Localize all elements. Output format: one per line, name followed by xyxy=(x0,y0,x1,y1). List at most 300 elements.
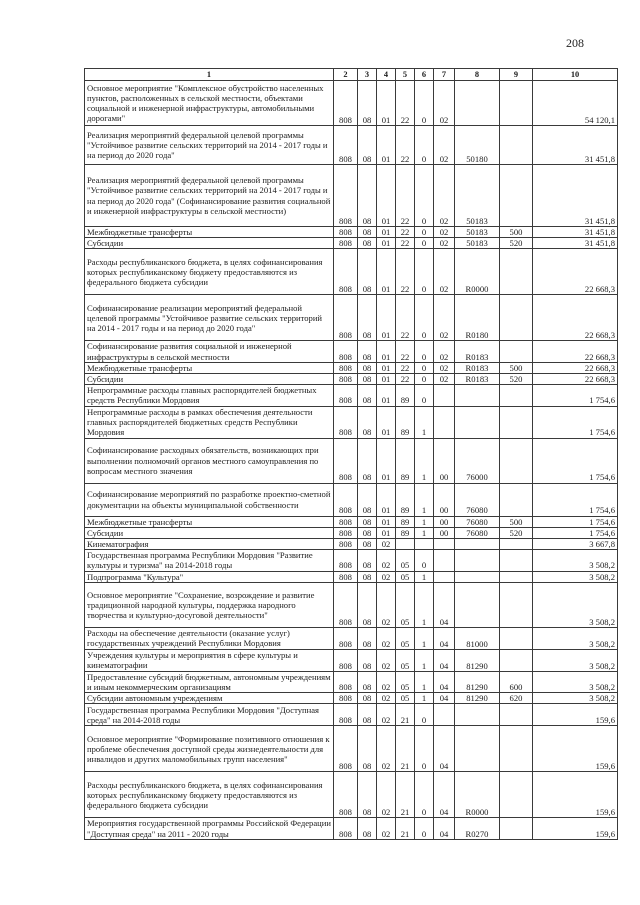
code-direction: R0000 xyxy=(455,249,500,295)
row-amount: 3 508,2 xyxy=(533,571,618,582)
code-expense-type xyxy=(500,818,533,839)
code-subprogram: 0 xyxy=(415,238,434,249)
code-subprogram: 1 xyxy=(415,438,434,483)
row-description: Межбюджетные трансферты xyxy=(85,227,334,238)
code-pr: 02 xyxy=(377,693,396,704)
row-amount: 1 754,6 xyxy=(533,483,618,516)
row-description: Основное мероприятие "Сохранение, возрождение и развитие традиционной народной культуры, поддержка народного творчества и культурно-досуговой деятельности" xyxy=(85,582,334,627)
code-pr: 01 xyxy=(377,341,396,362)
code-subprogram: 0 xyxy=(415,374,434,385)
code-program: 89 xyxy=(396,527,415,538)
code-rz: 08 xyxy=(358,571,377,582)
code-event: 04 xyxy=(434,671,455,692)
table-row xyxy=(85,126,618,165)
header-row xyxy=(85,69,618,81)
code-direction: R0000 xyxy=(455,772,500,818)
code-expense-type xyxy=(500,126,533,165)
code-rz: 08 xyxy=(358,385,377,406)
code-event xyxy=(434,385,455,406)
code-event: 02 xyxy=(434,374,455,385)
code-pr: 01 xyxy=(377,295,396,341)
code-rz: 08 xyxy=(358,483,377,516)
code-event xyxy=(434,704,455,726)
row-amount: 159,6 xyxy=(533,704,618,726)
code-event: 04 xyxy=(434,772,455,818)
code-gr: 808 xyxy=(334,406,358,438)
code-subprogram: 0 xyxy=(415,126,434,165)
code-rz: 08 xyxy=(358,362,377,373)
code-program: 21 xyxy=(396,726,415,772)
table-row xyxy=(85,693,618,704)
column-header: 9 xyxy=(500,69,533,81)
code-expense-type: 520 xyxy=(500,238,533,249)
code-rz: 08 xyxy=(358,539,377,550)
row-description: Основное мероприятие "Формирование позитивного отношения к проблеме обеспечения доступной среды жизнедеятельности для инвалидов и других маломобильных групп населения" xyxy=(85,726,334,772)
table-body xyxy=(85,81,618,840)
code-expense-type xyxy=(500,550,533,571)
table-row xyxy=(85,539,618,550)
code-direction: 76080 xyxy=(455,483,500,516)
code-direction: 50183 xyxy=(455,238,500,249)
code-program xyxy=(396,539,415,550)
code-expense-type xyxy=(500,726,533,772)
row-description: Мероприятия государственной программы Российской Федерации "Доступная среда" на 2011 - 2020 годы xyxy=(85,818,334,839)
row-amount: 1 754,6 xyxy=(533,527,618,538)
code-expense-type xyxy=(500,704,533,726)
code-direction: R0180 xyxy=(455,295,500,341)
row-description: Межбюджетные трансферты xyxy=(85,516,334,527)
code-gr: 808 xyxy=(334,295,358,341)
code-gr: 808 xyxy=(334,627,358,649)
code-program: 05 xyxy=(396,627,415,649)
table-row xyxy=(85,295,618,341)
row-description: Подпрограмма "Культура" xyxy=(85,571,334,582)
code-rz: 08 xyxy=(358,406,377,438)
row-amount: 1 754,6 xyxy=(533,406,618,438)
code-program: 05 xyxy=(396,582,415,627)
code-rz: 08 xyxy=(358,649,377,671)
code-gr: 808 xyxy=(334,362,358,373)
code-rz: 08 xyxy=(358,693,377,704)
code-pr: 02 xyxy=(377,627,396,649)
row-amount: 31 451,8 xyxy=(533,238,618,249)
code-direction xyxy=(455,539,500,550)
code-program: 22 xyxy=(396,227,415,238)
row-description: Государственная программа Республики Мордовия "Развитие культуры и туризма" на 2014-2018 годы xyxy=(85,550,334,571)
code-pr: 01 xyxy=(377,362,396,373)
code-gr: 808 xyxy=(334,483,358,516)
row-amount: 3 508,2 xyxy=(533,627,618,649)
row-amount: 3 508,2 xyxy=(533,671,618,692)
row-description: Учреждения культуры и мероприятия в сфере культуры и кинематографии xyxy=(85,649,334,671)
code-pr: 02 xyxy=(377,671,396,692)
code-expense-type xyxy=(500,627,533,649)
code-program: 89 xyxy=(396,483,415,516)
code-gr: 808 xyxy=(334,550,358,571)
code-direction: R0183 xyxy=(455,374,500,385)
code-program: 89 xyxy=(396,438,415,483)
page-number: 208 xyxy=(566,36,584,50)
code-expense-type xyxy=(500,295,533,341)
code-expense-type: 500 xyxy=(500,362,533,373)
row-description: Расходы на обеспечение деятельности (оказание услуг) государственных учреждений Республики Мордовия xyxy=(85,627,334,649)
code-subprogram: 0 xyxy=(415,385,434,406)
code-gr: 808 xyxy=(334,539,358,550)
code-expense-type xyxy=(500,81,533,126)
code-event: 04 xyxy=(434,818,455,839)
table-row xyxy=(85,582,618,627)
row-amount: 3 508,2 xyxy=(533,550,618,571)
code-gr: 808 xyxy=(334,649,358,671)
code-subprogram: 0 xyxy=(415,227,434,238)
code-pr: 01 xyxy=(377,165,396,227)
code-subprogram: 1 xyxy=(415,693,434,704)
code-gr: 808 xyxy=(334,81,358,126)
table-row xyxy=(85,483,618,516)
code-expense-type xyxy=(500,406,533,438)
table-row xyxy=(85,550,618,571)
code-gr: 808 xyxy=(334,238,358,249)
code-subprogram: 0 xyxy=(415,295,434,341)
code-gr: 808 xyxy=(334,249,358,295)
code-rz: 08 xyxy=(358,227,377,238)
row-description: Субсидии автономным учреждениям xyxy=(85,693,334,704)
code-program: 05 xyxy=(396,550,415,571)
row-amount: 22 668,3 xyxy=(533,374,618,385)
code-expense-type xyxy=(500,571,533,582)
code-direction: 81000 xyxy=(455,627,500,649)
row-description: Непрограммные расходы в рамках обеспечения деятельности главных распорядителей бюджетных средств Республики Мордовия xyxy=(85,406,334,438)
code-gr: 808 xyxy=(334,818,358,839)
code-pr: 01 xyxy=(377,374,396,385)
code-pr: 01 xyxy=(377,249,396,295)
code-gr: 808 xyxy=(334,582,358,627)
row-description: Предоставление субсидий бюджетным, автономным учреждениям и иным некоммерческим организациям xyxy=(85,671,334,692)
code-gr: 808 xyxy=(334,571,358,582)
code-subprogram: 1 xyxy=(415,406,434,438)
table-row xyxy=(85,81,618,126)
table-row xyxy=(85,772,618,818)
code-direction xyxy=(455,385,500,406)
code-pr: 02 xyxy=(377,704,396,726)
code-event: 02 xyxy=(434,295,455,341)
code-direction: R0270 xyxy=(455,818,500,839)
row-amount: 22 668,3 xyxy=(533,341,618,362)
budget-table xyxy=(84,68,618,840)
code-expense-type xyxy=(500,438,533,483)
code-rz: 08 xyxy=(358,704,377,726)
code-rz: 08 xyxy=(358,818,377,839)
code-event: 04 xyxy=(434,649,455,671)
code-pr: 02 xyxy=(377,582,396,627)
row-description: Софинансирование реализации мероприятий федеральной целевой программы "Устойчивое развитие сельских территорий на 2014 - 2017 годы и на период до 2020 года" xyxy=(85,295,334,341)
row-amount: 31 451,8 xyxy=(533,126,618,165)
code-subprogram: 0 xyxy=(415,550,434,571)
code-rz: 08 xyxy=(358,295,377,341)
code-expense-type xyxy=(500,483,533,516)
table-row xyxy=(85,516,618,527)
code-rz: 08 xyxy=(358,438,377,483)
code-program: 89 xyxy=(396,406,415,438)
code-pr: 01 xyxy=(377,516,396,527)
code-rz: 08 xyxy=(358,238,377,249)
code-event: 02 xyxy=(434,341,455,362)
code-subprogram: 0 xyxy=(415,704,434,726)
row-description: Расходы республиканского бюджета, в целях софинансирования которых республиканскому бюджету предоставляются из федерального бюджета субсидии xyxy=(85,772,334,818)
code-rz: 08 xyxy=(358,671,377,692)
code-event: 04 xyxy=(434,726,455,772)
row-description: Софинансирование расходных обязательств, возникающих при выполнении полномочий органов местного самоуправления по вопросам местного значения xyxy=(85,438,334,483)
code-pr: 02 xyxy=(377,649,396,671)
row-description: Основное мероприятие "Комплексное обустройство населенных пунктов, расположенных в сельской местности, объектами социальной и инженерной инфраструктуры, автомобильными дорогами" xyxy=(85,81,334,126)
code-program: 22 xyxy=(396,238,415,249)
code-event: 00 xyxy=(434,516,455,527)
code-program: 05 xyxy=(396,649,415,671)
code-gr: 808 xyxy=(334,165,358,227)
row-description: Межбюджетные трансферты xyxy=(85,362,334,373)
code-direction: 76000 xyxy=(455,438,500,483)
code-event: 02 xyxy=(434,81,455,126)
code-direction: 76080 xyxy=(455,527,500,538)
column-header: 8 xyxy=(455,69,500,81)
code-pr: 02 xyxy=(377,726,396,772)
table-row xyxy=(85,571,618,582)
row-amount: 54 120,1 xyxy=(533,81,618,126)
table-row xyxy=(85,165,618,227)
code-event: 00 xyxy=(434,483,455,516)
code-program: 22 xyxy=(396,126,415,165)
code-rz: 08 xyxy=(358,81,377,126)
code-event: 04 xyxy=(434,693,455,704)
row-description: Софинансирование мероприятий по разработке проектно-сметной документации на объекты муниципальной собственности xyxy=(85,483,334,516)
code-rz: 08 xyxy=(358,726,377,772)
code-direction: 50183 xyxy=(455,165,500,227)
code-pr: 01 xyxy=(377,227,396,238)
code-event: 02 xyxy=(434,227,455,238)
code-event: 02 xyxy=(434,126,455,165)
code-subprogram: 0 xyxy=(415,165,434,227)
code-event: 00 xyxy=(434,438,455,483)
code-expense-type xyxy=(500,341,533,362)
code-direction xyxy=(455,582,500,627)
code-subprogram: 1 xyxy=(415,671,434,692)
code-direction: 50183 xyxy=(455,227,500,238)
code-expense-type: 520 xyxy=(500,527,533,538)
code-program: 05 xyxy=(396,571,415,582)
row-amount: 22 668,3 xyxy=(533,249,618,295)
code-rz: 08 xyxy=(358,516,377,527)
code-event xyxy=(434,571,455,582)
row-description: Реализация мероприятий федеральной целевой программы "Устойчивое развитие сельских территорий на 2014 - 2017 годы и на период до 2020 года" (Софинансирование развития социальной и инженерной инфраструктуры в сельской местности) xyxy=(85,165,334,227)
row-description: Субсидии xyxy=(85,527,334,538)
code-gr: 808 xyxy=(334,438,358,483)
code-subprogram: 0 xyxy=(415,726,434,772)
table-row xyxy=(85,406,618,438)
code-direction: 50180 xyxy=(455,126,500,165)
code-subprogram xyxy=(415,539,434,550)
code-direction: 81290 xyxy=(455,693,500,704)
row-description: Субсидии xyxy=(85,238,334,249)
code-pr: 01 xyxy=(377,81,396,126)
code-pr: 01 xyxy=(377,483,396,516)
code-gr: 808 xyxy=(334,693,358,704)
code-direction xyxy=(455,81,500,126)
code-expense-type xyxy=(500,582,533,627)
row-amount: 159,6 xyxy=(533,818,618,839)
code-program: 22 xyxy=(396,249,415,295)
code-pr: 01 xyxy=(377,406,396,438)
code-gr: 808 xyxy=(334,385,358,406)
column-header: 4 xyxy=(377,69,396,81)
row-amount: 22 668,3 xyxy=(533,295,618,341)
row-description: Софинансирование развития социальной и инженерной инфраструктуры в сельской местности xyxy=(85,341,334,362)
column-header: 5 xyxy=(396,69,415,81)
code-direction xyxy=(455,726,500,772)
row-amount: 3 667,8 xyxy=(533,539,618,550)
code-rz: 08 xyxy=(358,126,377,165)
table-row xyxy=(85,438,618,483)
code-event: 02 xyxy=(434,362,455,373)
code-pr: 02 xyxy=(377,550,396,571)
table-row xyxy=(85,227,618,238)
code-program: 21 xyxy=(396,704,415,726)
table-row xyxy=(85,704,618,726)
code-event xyxy=(434,550,455,571)
code-direction xyxy=(455,550,500,571)
code-gr: 808 xyxy=(334,516,358,527)
code-expense-type xyxy=(500,772,533,818)
code-gr: 808 xyxy=(334,704,358,726)
code-rz: 08 xyxy=(358,582,377,627)
column-header: 1 xyxy=(85,69,334,81)
row-description: Кинематография xyxy=(85,539,334,550)
code-event: 02 xyxy=(434,165,455,227)
code-rz: 08 xyxy=(358,374,377,385)
column-header: 6 xyxy=(415,69,434,81)
row-description: Реализация мероприятий федеральной целевой программы "Устойчивое развитие сельских территорий на 2014 - 2017 годы и на период до 2020 года" xyxy=(85,126,334,165)
code-subprogram: 0 xyxy=(415,362,434,373)
table-row xyxy=(85,671,618,692)
row-amount: 1 754,6 xyxy=(533,438,618,483)
code-program: 21 xyxy=(396,772,415,818)
row-amount: 22 668,3 xyxy=(533,362,618,373)
code-expense-type: 620 xyxy=(500,693,533,704)
code-expense-type: 520 xyxy=(500,374,533,385)
code-program: 22 xyxy=(396,341,415,362)
code-pr: 01 xyxy=(377,438,396,483)
code-gr: 808 xyxy=(334,772,358,818)
code-pr: 01 xyxy=(377,527,396,538)
code-direction: R0183 xyxy=(455,362,500,373)
code-direction xyxy=(455,406,500,438)
row-description: Субсидии xyxy=(85,374,334,385)
code-program: 22 xyxy=(396,165,415,227)
code-rz: 08 xyxy=(358,627,377,649)
code-event: 02 xyxy=(434,249,455,295)
code-gr: 808 xyxy=(334,227,358,238)
row-amount: 31 451,8 xyxy=(533,227,618,238)
code-pr: 02 xyxy=(377,539,396,550)
row-amount: 3 508,2 xyxy=(533,693,618,704)
code-event: 04 xyxy=(434,582,455,627)
code-direction: 81290 xyxy=(455,649,500,671)
code-program: 22 xyxy=(396,295,415,341)
code-subprogram: 1 xyxy=(415,527,434,538)
code-subprogram: 1 xyxy=(415,627,434,649)
code-program: 05 xyxy=(396,671,415,692)
code-program: 22 xyxy=(396,362,415,373)
row-amount: 3 508,2 xyxy=(533,649,618,671)
code-pr: 02 xyxy=(377,818,396,839)
code-gr: 808 xyxy=(334,341,358,362)
code-rz: 08 xyxy=(358,341,377,362)
column-header: 7 xyxy=(434,69,455,81)
code-subprogram: 0 xyxy=(415,772,434,818)
code-subprogram: 1 xyxy=(415,649,434,671)
code-program: 22 xyxy=(396,374,415,385)
row-amount: 1 754,6 xyxy=(533,516,618,527)
table-row xyxy=(85,818,618,839)
code-subprogram: 1 xyxy=(415,516,434,527)
code-pr: 01 xyxy=(377,126,396,165)
code-pr: 02 xyxy=(377,571,396,582)
row-description: Расходы республиканского бюджета, в целях софинансирования которых республиканскому бюджету предоставляются из федерального бюджета субсидии xyxy=(85,249,334,295)
code-direction: 76080 xyxy=(455,516,500,527)
code-pr: 02 xyxy=(377,772,396,818)
code-expense-type: 500 xyxy=(500,227,533,238)
table-row xyxy=(85,238,618,249)
code-pr: 01 xyxy=(377,385,396,406)
row-amount: 1 754,6 xyxy=(533,385,618,406)
code-subprogram: 0 xyxy=(415,249,434,295)
table-row xyxy=(85,374,618,385)
code-rz: 08 xyxy=(358,772,377,818)
table-row xyxy=(85,726,618,772)
column-header: 3 xyxy=(358,69,377,81)
code-expense-type xyxy=(500,649,533,671)
code-program: 21 xyxy=(396,818,415,839)
table-row xyxy=(85,649,618,671)
row-description: Непрограммные расходы главных распорядителей бюджетных средств Республики Мордовия xyxy=(85,385,334,406)
table-row xyxy=(85,627,618,649)
code-gr: 808 xyxy=(334,527,358,538)
code-event xyxy=(434,539,455,550)
code-subprogram: 1 xyxy=(415,571,434,582)
code-gr: 808 xyxy=(334,671,358,692)
column-header: 2 xyxy=(334,69,358,81)
row-amount: 3 508,2 xyxy=(533,582,618,627)
row-description: Государственная программа Республики Мордовия "Доступная среда" на 2014-2018 годы xyxy=(85,704,334,726)
code-expense-type xyxy=(500,539,533,550)
row-amount: 31 451,8 xyxy=(533,165,618,227)
code-event: 02 xyxy=(434,238,455,249)
code-gr: 808 xyxy=(334,726,358,772)
code-program: 89 xyxy=(396,385,415,406)
table-row xyxy=(85,341,618,362)
code-rz: 08 xyxy=(358,165,377,227)
code-program: 05 xyxy=(396,693,415,704)
code-rz: 08 xyxy=(358,249,377,295)
code-gr: 808 xyxy=(334,126,358,165)
code-direction xyxy=(455,571,500,582)
code-program: 22 xyxy=(396,81,415,126)
code-subprogram: 0 xyxy=(415,341,434,362)
code-expense-type xyxy=(500,385,533,406)
code-direction: R0183 xyxy=(455,341,500,362)
code-program: 89 xyxy=(396,516,415,527)
row-amount: 159,6 xyxy=(533,726,618,772)
column-header: 10 xyxy=(533,69,618,81)
